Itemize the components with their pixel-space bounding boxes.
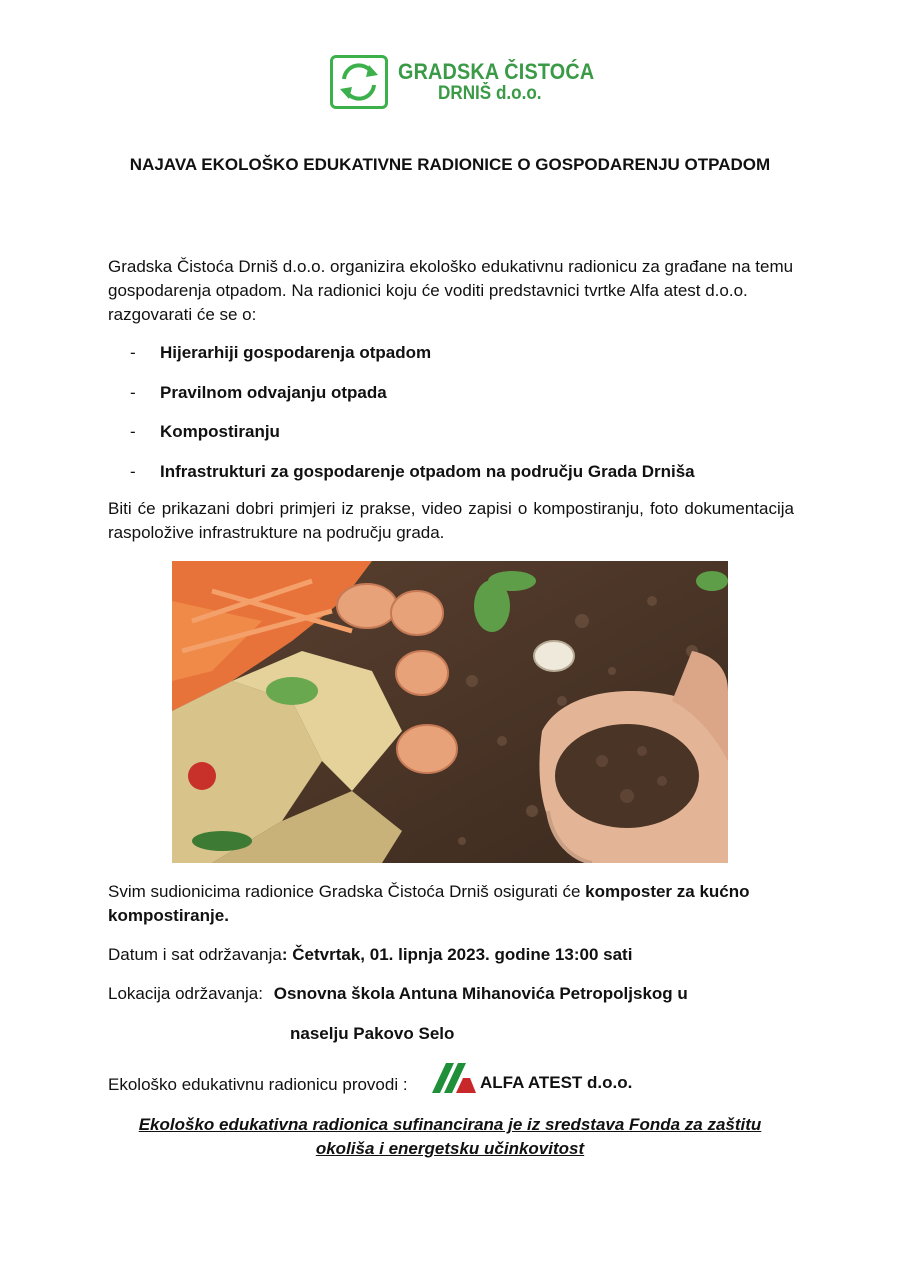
list-item (130, 460, 790, 500)
bullet-dash: - (130, 422, 136, 441)
list-item (130, 420, 790, 460)
funding-note (110, 1113, 790, 1161)
recycle-icon (330, 55, 388, 109)
logo-name: GRADSKA ČISTOĆA (398, 59, 595, 85)
bullet-dash: - (130, 382, 136, 402)
funding-line-2: okoliša i energetsku učinkovitost (315, 1139, 585, 1158)
location-value-continued: naselju Pakovo Selo (290, 1024, 455, 1043)
logo-location: DRNIŠ d.o.o. (438, 82, 542, 104)
provider-name: ALFA ATEST d.o.o. (480, 1073, 633, 1092)
participants-text: Svim sudionicima radionice Gradska Čistoća Drniš osigurati će (108, 882, 586, 901)
provider-logo (432, 1063, 632, 1093)
bullet-dash: - (130, 343, 136, 362)
participants-gift: komposter za kućno kompostiranje. (108, 882, 750, 925)
page-title: NAJAVA EKOLOŠKO EDUKATIVNE RADIONICE O GOSPODARENJU OTPADOM (129, 155, 771, 174)
date-value: Četvrtak, 01. lipnja 2023. godine 13:00 sati (287, 945, 633, 964)
topic-list (130, 341, 790, 499)
examples-paragraph: Biti će prikazani dobri primjeri iz prakse, video zapisi o kompostiranju, foto dokumentacija raspoložive infrastrukture na području grada. (108, 499, 794, 542)
location-value: Osnovna škola Antuna Mihanovića Petropoljskog u (273, 984, 688, 1003)
alfa-atest-logo-icon (432, 1063, 478, 1093)
list-item (130, 341, 790, 381)
topic-label: Infrastrukturi za gospodarenje otpadom na području Grada Drniša (160, 461, 695, 481)
provider-label: Ekološko edukativnu radionicu provodi : (108, 1075, 408, 1094)
bullet-dash: - (130, 461, 136, 481)
event-location (108, 982, 688, 1006)
topic-label: Kompostiranju (160, 422, 280, 441)
date-colon: : (281, 945, 288, 964)
compost-photo (172, 561, 728, 863)
date-label: Datum i sat održavanja (108, 945, 282, 964)
intro-paragraph: Gradska Čistoća Drniš d.o.o. organizira ekološko edukativnu radionicu za građane na temu gospodarenja otpadom. Na radionici koju će voditi predstavnici tvrtke Alfa atest d.o.o. razgovarati će se o: (108, 257, 794, 324)
company-logo (330, 52, 616, 112)
list-item (130, 381, 790, 421)
event-date (108, 943, 632, 967)
location-label: Lokacija održavanja: (108, 984, 263, 1003)
participants-paragraph (108, 880, 794, 928)
topic-label: Hijerarhiji gospodarenja otpadom (160, 343, 432, 362)
topic-label: Pravilnom odvajanju otpada (160, 382, 387, 402)
funding-line-1: Ekološko edukativna radionica sufinancirana je iz sredstava Fonda za zaštitu (138, 1115, 762, 1134)
